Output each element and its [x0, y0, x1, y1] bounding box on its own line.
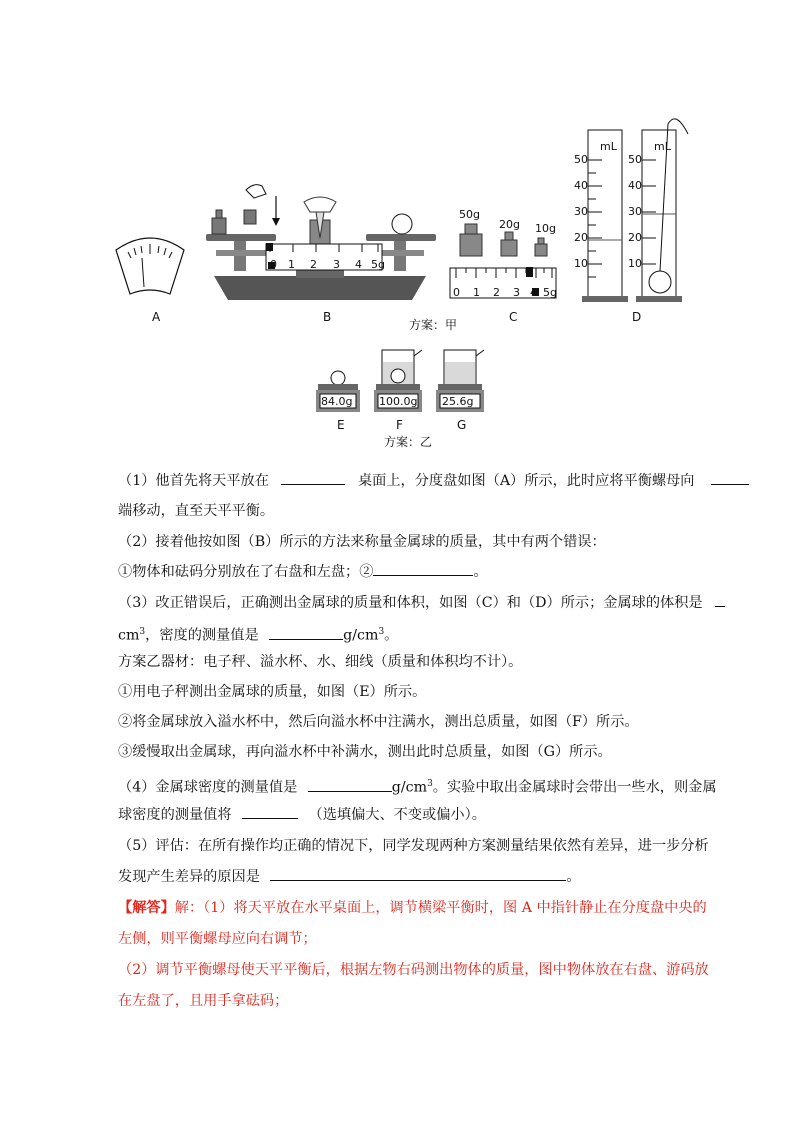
ruler-c-tick: 2 — [493, 286, 500, 299]
cylinder-tick: 50 — [628, 153, 642, 166]
cylinder-tick: 20 — [574, 231, 588, 244]
superscript: 3 — [427, 779, 433, 789]
weight-50g-label: 50g — [459, 208, 480, 221]
cylinder-unit-2: mL — [654, 140, 671, 153]
cylinder-tick: 30 — [628, 205, 642, 218]
unit-g-cm: g/cm — [391, 779, 428, 796]
answer-line4: 在左盘了，且用手拿砝码； — [118, 993, 289, 1009]
answer-tag: 【解答】 — [118, 900, 175, 916]
ruler-b-tick: 1 — [288, 258, 295, 271]
figure-b-balance — [200, 180, 440, 302]
label-b: B — [323, 310, 332, 324]
cylinder-tick: 40 — [574, 179, 588, 192]
ruler-c-tick: 5g — [543, 286, 557, 299]
answer-line1 — [118, 898, 707, 918]
q4-b-tail: （选填偏大、不变或偏小）。 — [308, 807, 486, 823]
ruler-c-tick: 0 — [453, 286, 460, 299]
ruler-c-tick: 1 — [473, 286, 480, 299]
weight-20g-label: 20g — [499, 218, 520, 231]
label-a: A — [152, 310, 161, 324]
q2-line1: （2）接着他按如图（B）所示的方法来称量金属球的质量，其中有两个错误： — [118, 534, 606, 550]
answer-blank[interactable] — [715, 592, 725, 607]
q1-line1 — [118, 470, 749, 491]
q4-tail: 。实验中取出金属球时会带出一些水，则金属 — [432, 779, 717, 796]
plan-jia-caption: 方案：甲 — [409, 318, 458, 332]
plan-yi-caption: 方案：乙 — [384, 435, 433, 449]
q5-end: 。 — [566, 869, 581, 885]
q3-mid: ，密度的测量值是 — [145, 627, 259, 644]
answer-blank[interactable] — [269, 625, 343, 640]
cylinder-unit-1: mL — [600, 140, 617, 153]
q4-part-a: （4）金属球密度的测量值是 — [118, 779, 298, 796]
weight-10g-label: 10g — [535, 222, 556, 235]
plan-b-step2: ②将金属球放入溢水杯中，然后向溢水杯中注满水，测出总质量，如图（F）所示。 — [118, 714, 639, 730]
q4-line1 — [118, 774, 717, 798]
q5-line1: （5）评估：在所有操作均正确的情况下，同学发现两种方案测量结果依然有差异，进一步分析 — [118, 838, 709, 854]
q2-line2 — [118, 561, 488, 582]
cylinder-tick: 50 — [574, 153, 588, 166]
label-d: D — [632, 310, 642, 324]
q3-line2 — [118, 622, 398, 646]
q3-part-a: （3）改正错误后，正确测出金属球的质量和体积，如图（C）和（D）所示；金属球的体积是 — [118, 595, 703, 611]
ruler-b-tick: 3 — [333, 258, 340, 271]
answer-line2: 左侧，则平衡螺母应向右调节； — [118, 931, 317, 947]
cylinder-tick: 30 — [574, 205, 588, 218]
superscript: 3 — [378, 627, 385, 637]
answer-text-1: 解：（1）将天平放在水平桌面上，调节横梁平衡时，图 A 中指针静止在分度盘中央的 — [174, 900, 707, 916]
answer-blank[interactable] — [270, 866, 566, 881]
answer-blank[interactable] — [281, 470, 345, 485]
cylinder-tick: 20 — [628, 231, 642, 244]
scale-reading-e: 84.0g — [321, 395, 353, 408]
figure-a-dial — [112, 232, 188, 298]
cylinder-tick: 40 — [628, 179, 642, 192]
label-e: E — [337, 418, 345, 432]
plan-b-step3: ③缓慢取出金属球，再向溢水杯中补满水，测出此时总质量，如图（G）所示。 — [118, 744, 612, 760]
plan-b-step1: ①用电子秤测出金属球的质量，如图（E）所示。 — [118, 684, 427, 700]
q4-part-b: 球密度的测量值将 — [118, 807, 232, 823]
q5-line2 — [118, 866, 581, 887]
label-f: F — [396, 418, 403, 432]
answer-line3: （2）调节平衡螺母使天平平衡后，根据左物右码测出物体的质量，图中物体放在右盘、游码放 — [118, 962, 709, 978]
q1-part-a: （1）他首先将天平放在 — [118, 473, 269, 489]
answer-blank[interactable] — [242, 804, 298, 819]
plan-b-title: 方案乙器材：电子秤、溢水杯、水、细线（质量和体积均不计）。 — [118, 654, 523, 670]
scale-reading-f: 100.0g — [379, 395, 418, 408]
ruler-b-tick: 2 — [310, 258, 317, 271]
label-g: G — [457, 418, 467, 432]
q5-part-b: 发现产生差异的原因是 — [118, 869, 260, 885]
ruler-c-tick: 3 — [513, 286, 520, 299]
q3-line1 — [118, 592, 725, 613]
ruler-b-tick: 5g — [371, 258, 385, 271]
q3-end: 。 — [384, 627, 399, 644]
unit-g-cm: g/cm — [343, 627, 379, 644]
ruler-b-tick: 4 — [355, 258, 362, 271]
q1-line2: 端移动，直至天平平衡。 — [118, 503, 275, 519]
label-c: C — [509, 310, 518, 324]
q2-part-b: ①物体和砝码分别放在了右盘和左盘；② — [118, 564, 374, 580]
q2-end: 。 — [473, 564, 488, 580]
ruler-c-tick: 4 — [530, 286, 537, 299]
scale-reading-g: 25.6g — [442, 395, 474, 408]
unit-cm: cm — [118, 627, 140, 644]
answer-blank[interactable] — [711, 470, 749, 485]
q4-line2 — [118, 804, 486, 825]
answer-blank[interactable] — [373, 561, 473, 576]
cylinder-tick: 10 — [574, 257, 588, 270]
answer-blank[interactable] — [308, 777, 392, 792]
superscript: 3 — [139, 627, 146, 637]
q1-part-b: 桌面上，分度盘如图（A）所示，此时应将平衡螺母向 — [357, 473, 695, 489]
cylinder-tick: 10 — [628, 257, 642, 270]
ruler-b-tick: 0 — [270, 258, 277, 271]
